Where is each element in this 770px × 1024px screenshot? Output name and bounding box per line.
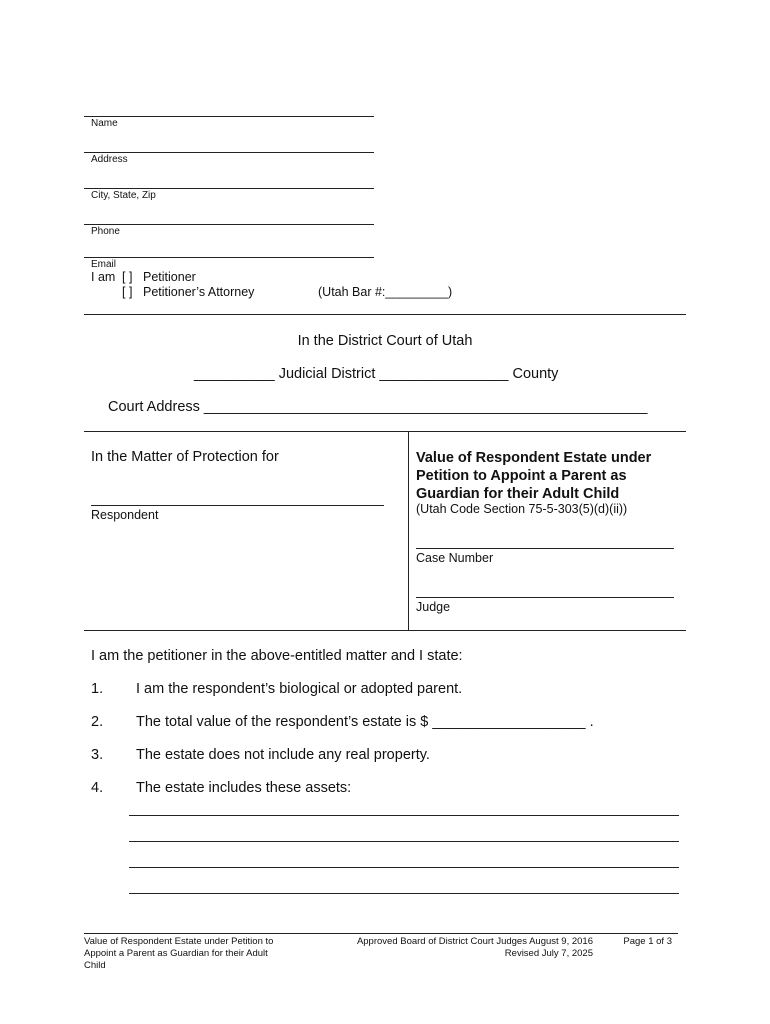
intro-statement: I am the petitioner in the above-entitled matter and I state:	[91, 648, 463, 664]
item-1-text: I am the respondent’s biological or adopted parent.	[136, 681, 463, 697]
item-3-number: 3.	[91, 747, 104, 763]
assets-line[interactable]	[129, 867, 679, 868]
assets-line[interactable]	[129, 893, 679, 894]
footer-title-line-1: Value of Respondent Estate under Petition to	[84, 936, 274, 947]
item-4-text: The estate includes these assets:	[136, 780, 352, 796]
case-number-line[interactable]	[416, 548, 674, 549]
address-line[interactable]	[84, 152, 374, 153]
footer-divider	[84, 933, 678, 934]
item-2-text[interactable]: The total value of the respondent’s estate is $ ___________________ .	[136, 714, 594, 730]
district-county-line	[194, 366, 558, 382]
name-line[interactable]	[84, 116, 374, 117]
attorney-checkbox[interactable]: [ ]	[122, 285, 133, 299]
judicial-district-label: Judicial District	[278, 366, 376, 382]
respondent-line[interactable]	[91, 505, 384, 506]
caption-divider	[408, 431, 409, 630]
item-1-number: 1.	[91, 681, 104, 697]
document-title-line-2: Petition to Appoint a Parent as	[416, 468, 627, 484]
judge-line[interactable]	[416, 597, 674, 598]
footer-approved-date: Approved Board of District Court Judges August 9, 2016	[356, 936, 593, 947]
footer-title-line-2: Appoint a Parent as Guardian for their Adult	[84, 948, 268, 959]
phone-line[interactable]	[84, 224, 374, 225]
page-number: Page 1 of 3	[623, 936, 672, 947]
city-state-zip-line[interactable]	[84, 188, 374, 189]
county-blank[interactable]: ________________	[379, 366, 509, 382]
phone-label: Phone	[91, 226, 120, 237]
iam-label: I am	[91, 270, 116, 284]
matter-label: In the Matter of Protection for	[91, 449, 279, 465]
judge-label: Judge	[416, 600, 451, 614]
court-address-label: Court Address	[108, 399, 200, 415]
item-3-text: The estate does not include any real property.	[136, 747, 430, 763]
respondent-label: Respondent	[91, 508, 159, 522]
court-address-line	[108, 399, 647, 415]
assets-line[interactable]	[129, 841, 679, 842]
assets-line[interactable]	[129, 815, 679, 816]
judicial-district-blank[interactable]: __________	[194, 366, 275, 382]
item-4-number: 4.	[91, 780, 104, 796]
email-line[interactable]	[84, 257, 374, 258]
item-2-number: 2.	[91, 714, 104, 730]
caption-top-border	[84, 431, 686, 432]
county-label: County	[512, 366, 559, 382]
court-title: In the District Court of Utah	[297, 333, 473, 349]
name-label: Name	[91, 118, 118, 129]
address-label: Address	[91, 154, 128, 165]
attorney-label: Petitioner’s Attorney	[143, 285, 255, 299]
utah-bar-number[interactable]: (Utah Bar #:_________)	[318, 285, 453, 299]
city-state-zip-label: City, State, Zip	[91, 190, 156, 201]
footer-revised-date: Revised July 7, 2025	[504, 948, 593, 959]
code-section: (Utah Code Section 75-5-303(5)(d)(ii))	[416, 502, 628, 516]
court-address-blank[interactable]: _______________________________________________________	[203, 399, 648, 415]
caption-bottom-border	[84, 630, 686, 631]
footer-document-title	[84, 936, 324, 972]
petitioner-label: Petitioner	[143, 270, 196, 284]
document-title-line-1: Value of Respondent Estate under	[416, 450, 652, 466]
email-label: Email	[91, 259, 117, 270]
footer-approval	[300, 936, 593, 960]
header-divider	[84, 314, 686, 315]
case-number-label: Case Number	[416, 551, 494, 565]
document-title-line-3: Guardian for their Adult Child	[416, 486, 620, 502]
petitioner-checkbox[interactable]: [ ]	[122, 270, 133, 284]
document-title	[416, 449, 651, 503]
footer-title-line-3: Child	[84, 960, 106, 971]
